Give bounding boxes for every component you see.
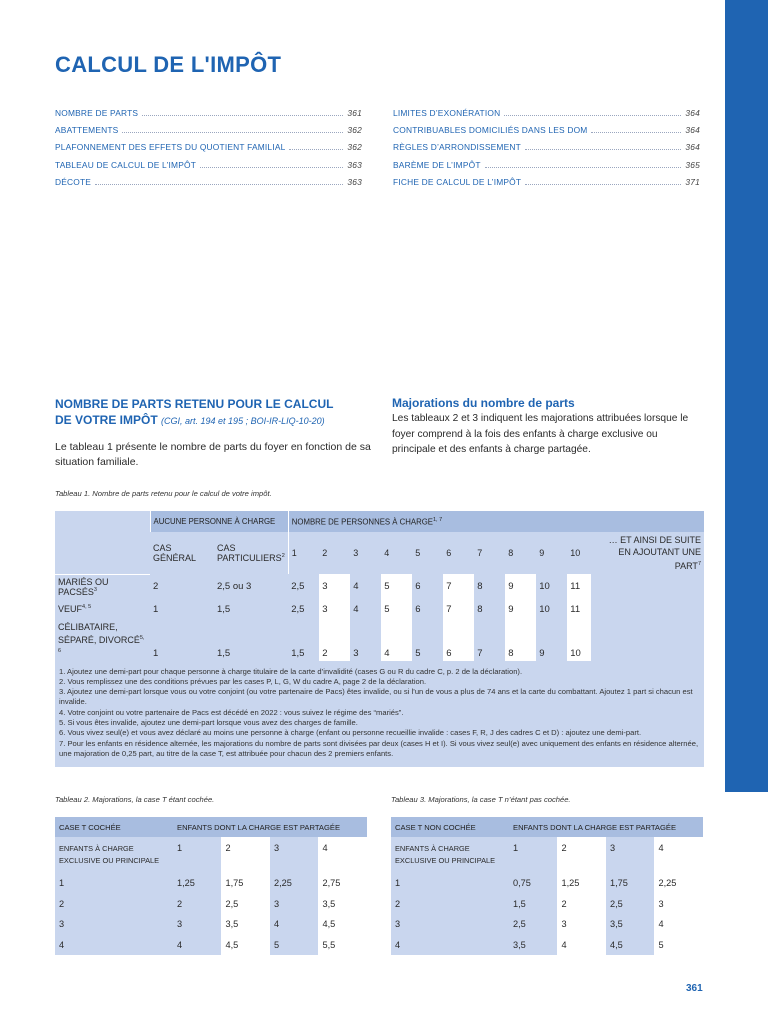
row-label: 1: [55, 873, 173, 894]
cell: 4: [350, 574, 381, 599]
toc-leader: [289, 149, 343, 150]
cell: 7: [474, 620, 505, 661]
cell: 1,25: [173, 873, 221, 894]
toc-item[interactable]: [393, 160, 700, 177]
cell: 6: [412, 599, 443, 620]
cell: 4: [381, 620, 412, 661]
toc-leader: [525, 149, 682, 150]
footnote: 5. Si vous êtes invalide, ajoutez une demi-part lorsque vous avez des charges de famille.: [59, 717, 358, 727]
footnote: 7. Pour les enfants en résidence alternée, les majorations du nombre de parts sont divisées par deux (cases H et I). Si vous vivez seul(e) avec uniquement des enfants en résidence alternée, une majoration de 0,25 part, au titre de la case T, est attribuée pour chacun des 2 premiers enfants.: [59, 738, 699, 758]
cell: 1,25: [557, 873, 605, 894]
footnote: 4. Votre conjoint ou votre partenaire de Pacs est décédé en 2022 : vous suivez le régime des “mariés”.: [59, 707, 404, 717]
table3-caption: Tableau 3. Majorations, la case T n’étant pas cochée.: [391, 795, 571, 804]
cell: 11: [567, 599, 591, 620]
cell: 1,75: [221, 873, 269, 894]
toc-leader: [485, 167, 682, 168]
toc-label: RÈGLES D’ARRONDISSEMENT: [393, 142, 521, 153]
majorations-heading: Majorations du nombre de parts: [392, 396, 575, 410]
blank-cell: [55, 532, 150, 574]
page-number: 361: [686, 983, 703, 994]
cell: 5: [381, 574, 412, 599]
cell: 3,5: [509, 935, 557, 956]
side-color-bar: [725, 0, 768, 792]
cell: 6: [443, 620, 474, 661]
footnote: 1. Ajoutez une demi-part pour chaque personne à charge titulaire de la carte d’invalidité (cases G ou R du cadre C, p. 2 de la déclaration).: [59, 666, 523, 676]
header-left: CASE T NON COCHÉE: [391, 817, 509, 837]
cell: 4: [270, 914, 318, 935]
toc-page: 365: [685, 159, 700, 170]
cell: 3: [654, 894, 703, 915]
cell: 3: [319, 574, 350, 599]
header-right: ENFANTS DONT LA CHARGE EST PARTAGÉE: [509, 817, 703, 837]
cell: 1,5: [288, 620, 319, 661]
cell: 4,5: [221, 935, 269, 956]
cell: 2,25: [270, 873, 318, 894]
parts-table: [55, 511, 704, 767]
toc-leader: [525, 184, 681, 185]
table-row: [55, 914, 367, 935]
toc-page: 362: [347, 125, 362, 136]
toc-label: DÉCOTE: [55, 176, 92, 187]
col-number: 4: [318, 837, 367, 873]
col-number: 3: [350, 532, 381, 574]
col-number: 2: [319, 532, 350, 574]
table-row: [55, 873, 367, 894]
cell: 3,5: [318, 894, 367, 915]
row-label: CÉLIBATAIRE, SÉPARÉ, DIVORCÉ$^{5, 6}$: [55, 620, 150, 661]
col-number: 8: [505, 532, 536, 574]
row-label: 3: [391, 914, 509, 935]
cell: 9: [505, 574, 536, 599]
table1-notes: [55, 661, 704, 768]
cell: 2,75: [318, 873, 367, 894]
toc-label: ABATTEMENTS: [55, 125, 119, 136]
footnote: 2. Vous remplissez une des conditions prévues par les cases P, L, G, W du cadre A, page 2 de la déclaration.: [59, 676, 427, 686]
col-number: 1: [288, 532, 319, 574]
col-number: 2: [557, 837, 605, 873]
header-nombre: NOMBRE DE PERSONNES À CHARGE$^{1, 7}$: [288, 511, 704, 532]
toc-item[interactable]: [393, 108, 700, 125]
row-label: 4: [55, 935, 173, 956]
cell: 2: [150, 574, 214, 599]
cell: 2: [173, 894, 221, 915]
cell: 10: [536, 574, 567, 599]
row-header: ENFANTS À CHARGE EXCLUSIVE OU PRINCIPALE: [391, 837, 509, 873]
toc-leader: [200, 167, 343, 168]
col-number: 7: [474, 532, 505, 574]
cell: 4: [557, 935, 605, 956]
toc-page: 371: [685, 176, 700, 187]
row-label: 2: [55, 894, 173, 915]
header-aucune: AUCUNE PERSONNE À CHARGE: [150, 511, 288, 532]
row-label: 1: [391, 873, 509, 894]
cell: 8: [474, 599, 505, 620]
cell: 4: [654, 914, 703, 935]
col-number: 4: [654, 837, 703, 873]
section-heading: [55, 396, 375, 429]
toc-page: 363: [347, 159, 362, 170]
cell: 2,5: [288, 574, 319, 599]
cell: 5: [381, 599, 412, 620]
toc-label: LIMITES D’EXONÉRATION: [393, 108, 501, 118]
toc-label: CONTRIBUABLES DOMICILIÉS DANS LES DOM: [393, 125, 588, 136]
cell: 9: [536, 620, 567, 661]
cell: 8: [505, 620, 536, 661]
legal-reference: (CGI, art. 194 et 195 ; BOI-IR-LIQ-10-20): [161, 416, 325, 426]
table-row: [55, 894, 367, 915]
cell: 1,5: [214, 620, 288, 661]
toc-item[interactable]: [55, 177, 362, 194]
toc-label: PLAFONNEMENT DES EFFETS DU QUOTIENT FAMILIAL: [55, 142, 286, 153]
etc-header: … ET AINSI DE SUITE EN AJOUTANT UNE PART$^7$: [591, 532, 704, 574]
page-title: CALCUL DE L'IMPÔT: [55, 52, 282, 77]
cell: 2: [319, 620, 350, 661]
col-number: 2: [221, 837, 269, 873]
corner-cell: [55, 511, 150, 532]
col-number: 6: [443, 532, 474, 574]
toc-item[interactable]: [55, 160, 362, 177]
section-heading-line2: DE VOTRE IMPÔT: [55, 413, 158, 427]
cell: 1,5: [214, 599, 288, 620]
table-row: [391, 894, 703, 915]
toc-item[interactable]: [55, 125, 362, 142]
table-row: [391, 935, 703, 956]
cell: 2,5: [221, 894, 269, 915]
toc-leader: [122, 132, 343, 133]
cell: 7: [443, 599, 474, 620]
cell: 5: [412, 620, 443, 661]
toc-leader: [504, 115, 681, 116]
cell: 1: [150, 599, 214, 620]
col-number: 1: [173, 837, 221, 873]
footnote: 3. Ajoutez une demi-part lorsque vous ou votre conjoint (ou votre partenaire de Pacs) êtes invalide, ou si l’un de vous a plus de 74 ans et la carte du combattant. Ajoutez 1 part si chacun est invalide.: [59, 687, 693, 707]
row-header: ENFANTS À CHARGE EXCLUSIVE OU PRINCIPALE: [55, 837, 173, 873]
cell: 3,5: [221, 914, 269, 935]
col-number: 1: [509, 837, 557, 873]
cell: 2,5: [606, 894, 654, 915]
row-label: 2: [391, 894, 509, 915]
toc-leader: [591, 132, 681, 133]
col-number: 3: [270, 837, 318, 873]
cell: 5: [654, 935, 703, 956]
majorations-text: Les tableaux 2 et 3 indiquent les majorations attribuées lorsque le foyer comprend à la fois des enfants à charge exclusive ou principale et des enfants à charge partagée.: [392, 413, 689, 455]
toc-label: TABLEAU DE CALCUL DE L’IMPÔT: [55, 159, 197, 170]
table2-caption: Tableau 2. Majorations, la case T étant cochée.: [55, 795, 215, 804]
cell: 1,5: [509, 894, 557, 915]
toc-page: 363: [347, 176, 362, 187]
cell: 4: [173, 935, 221, 956]
cell: 11: [567, 574, 591, 599]
col-number: 5: [412, 532, 443, 574]
cell: 3: [557, 914, 605, 935]
col-number: 4: [381, 532, 412, 574]
cell: 3: [319, 599, 350, 620]
sub-cas-particuliers: CAS PARTICULIERS$^2$: [214, 532, 288, 574]
toc-item[interactable]: [55, 108, 362, 125]
header-left: CASE T COCHÉE: [55, 817, 173, 837]
sub-cas-general: CAS GÉNÉRAL: [150, 532, 214, 574]
cell: 2,25: [654, 873, 703, 894]
cell: 6: [412, 574, 443, 599]
toc-page: 364: [685, 108, 700, 118]
cell: 0,75: [509, 873, 557, 894]
cell: 4,5: [606, 935, 654, 956]
toc-item[interactable]: [393, 125, 700, 142]
cell: 10: [536, 599, 567, 620]
cell: 2: [557, 894, 605, 915]
cell: 7: [443, 574, 474, 599]
majorations-table-t-cochee: [55, 817, 367, 955]
col-number: 3: [606, 837, 654, 873]
toc-label: NOMBRE DE PARTS: [55, 108, 139, 118]
row-label: 3: [55, 914, 173, 935]
table-row: [55, 574, 704, 599]
cell: 8: [474, 574, 505, 599]
toc-leader: [95, 184, 343, 185]
cell: 5: [270, 935, 318, 956]
table-row: [55, 935, 367, 956]
header-right: ENFANTS DONT LA CHARGE EST PARTAGÉE: [173, 817, 367, 837]
toc-page: 361: [347, 108, 362, 118]
toc-page: 362: [347, 142, 362, 153]
cell: 2,5: [288, 599, 319, 620]
cell: 10: [567, 620, 591, 661]
footnote: 6. Vous vivez seul(e) et vous avez déclaré au moins une personne à charge (enfant ou personne recueillie invalide : cases F, R, J des cadres C et D) : ajoutez une demi-part.: [59, 728, 642, 738]
cell: 1,75: [606, 873, 654, 894]
cell: 9: [505, 599, 536, 620]
toc-page: 364: [685, 142, 700, 153]
cell: 2,5: [509, 914, 557, 935]
cell: 4: [350, 599, 381, 620]
toc-page: 364: [685, 125, 700, 136]
toc-right: [393, 108, 700, 194]
etc-fill: [591, 574, 704, 661]
toc-item[interactable]: [393, 142, 700, 159]
toc-label: FICHE DE CALCUL DE L’IMPÔT: [393, 176, 522, 187]
cell: 3,5: [606, 914, 654, 935]
table-row: [391, 914, 703, 935]
toc-label: BARÈME DE L’IMPÔT: [393, 159, 481, 170]
cell: 2,5 ou 3: [214, 574, 288, 599]
section-intro: Le tableau 1 présente le nombre de parts du foyer en fonction de sa situation familiale.: [55, 441, 371, 468]
cell: 3: [173, 914, 221, 935]
row-label: 4: [391, 935, 509, 956]
cell: 5,5: [318, 935, 367, 956]
toc-item[interactable]: [393, 177, 700, 194]
row-label: VEUF$^{4, 5}$: [55, 599, 150, 620]
table1-caption: Tableau 1. Nombre de parts retenu pour le calcul de votre impôt.: [55, 489, 272, 498]
toc-left: [55, 108, 362, 194]
cell: 3: [270, 894, 318, 915]
toc-item[interactable]: [55, 142, 362, 159]
majorations-table-t-non-cochee: [391, 817, 703, 955]
cell: 4,5: [318, 914, 367, 935]
cell: 3: [350, 620, 381, 661]
table-row: [391, 873, 703, 894]
section-heading-line1: NOMBRE DE PARTS RETENU POUR LE CALCUL: [55, 397, 334, 411]
row-label: MARIÉS OU PACSÉS$^3$: [55, 574, 150, 599]
col-number: 10: [567, 532, 591, 574]
col-number: 9: [536, 532, 567, 574]
toc-leader: [142, 115, 343, 116]
cell: 1: [150, 620, 214, 661]
